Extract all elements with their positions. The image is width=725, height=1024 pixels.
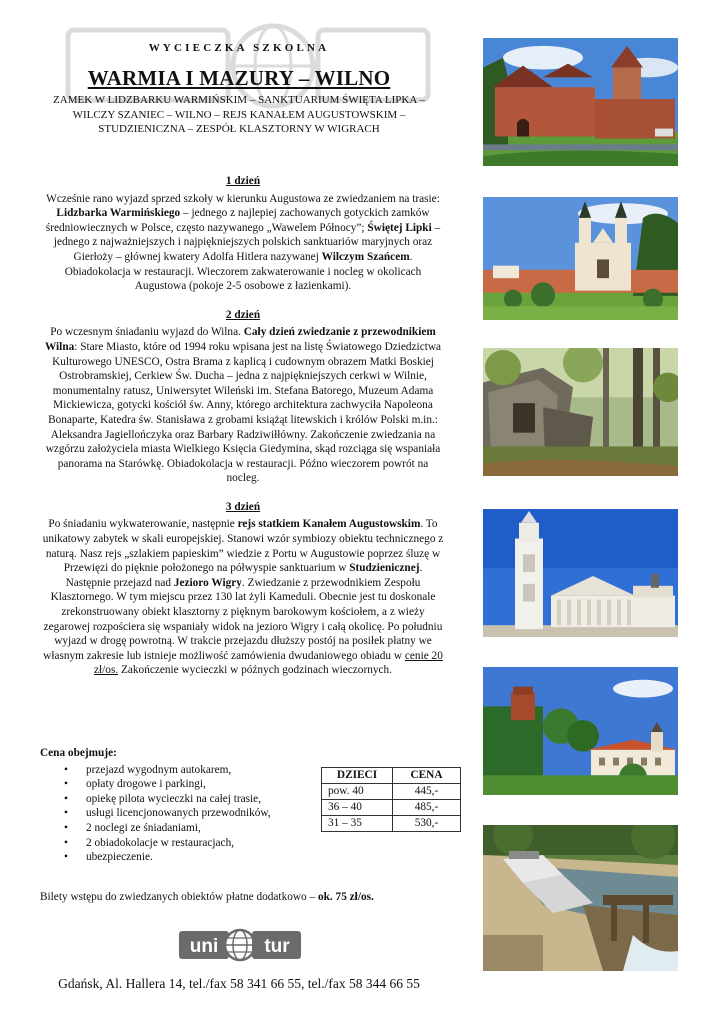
day-3-text-part: . Zwiedzanie z przewodnikiem Zespołu Klasztornego. W tym miejscu przez 130 lat żyli Kameduli. Obecnie jest tu doskonale zrekonstruowany obiekt klasztorny z pięknym barokowym kościołem, a z wieży zegarowej rozpościera się wspaniały widok na jezioro Wigry i całą okolicę. Po południu wyjazd w drogę powrotną. W trakcie przejazdu dłuższy postój na posiłek płatny we własnym zakresie lub istnieje możliwość zamówienia dwudaniowego obiadu w bbox=[43, 576, 443, 662]
day-1-text-part: – jednego z najlepiej zachowanych gotyckich zamków średniowiecznych w Polsce, często nazywanego „Wawelem Północy”; bbox=[45, 207, 430, 234]
day-3-bold-cruise: rejs statkiem Kanałem Augustowskim bbox=[237, 518, 421, 531]
day-2-bold-vilnius: Cały dzień zwiedzanie z przewodnikiem Wilna bbox=[44, 326, 436, 353]
table-header-price: CENA bbox=[393, 768, 461, 784]
day-1-bold-wolfsschanze: Wilczym Szańcem bbox=[321, 250, 410, 263]
day-3-heading: 3 dzień bbox=[225, 500, 261, 513]
list-item: • ubezpieczenie. bbox=[64, 850, 450, 865]
day-2-text bbox=[40, 325, 446, 486]
table-cell-children: pow. 40 bbox=[322, 784, 393, 800]
list-item: • opiekę pilota wycieczki na całej trasie, bbox=[64, 792, 450, 807]
day-1-bold-lidzbark: Lidzbarka Warmińskiego bbox=[56, 207, 181, 220]
table-cell-children: 36 – 40 bbox=[322, 800, 393, 816]
trip-subtitle: ZAMEK W LIDZBARKU WARMIŃSKIM – SANKTUARIUM ŚWIĘTA LIPKA – WILCZY SZANIEC – WILNO – REJS KANAŁEM AUGUSTOWSKIM – STUDZIENICZNA – ZESPÓŁ KLASZTORNY W WIGRACH bbox=[53, 94, 425, 135]
photo-vilnius-cathedral bbox=[483, 509, 678, 639]
photo-swieta-lipka-sanctuary bbox=[483, 197, 678, 320]
table-cell-price: 445,- bbox=[393, 784, 461, 800]
logo-text-tur: tur bbox=[264, 936, 290, 957]
day-2-text-part: Po wczesnym śniadaniu wyjazd do Wilna. bbox=[50, 326, 244, 339]
list-item: • 2 noclegi ze śniadaniami, bbox=[64, 821, 450, 836]
table-row bbox=[322, 800, 461, 816]
tickets-note bbox=[40, 891, 460, 903]
day-1-text bbox=[40, 192, 446, 294]
trip-title: WARMIA I MAZURY – WILNO bbox=[87, 66, 391, 90]
day-3-underlined-price: cenie 20 zł/os. bbox=[94, 649, 443, 677]
photo-wolfs-lair-ruins bbox=[483, 348, 678, 478]
tickets-price: ok. 75 zł/os. bbox=[317, 891, 374, 904]
photo-lidzbark-castle bbox=[483, 38, 678, 168]
itinerary bbox=[40, 174, 446, 692]
day-2-heading: 2 dzień bbox=[225, 308, 261, 321]
photo-wigry-monastery bbox=[483, 667, 678, 797]
list-item: • przejazd wygodnym autokarem, bbox=[64, 763, 450, 778]
day-3-text bbox=[40, 517, 446, 678]
table-row bbox=[322, 784, 461, 800]
day-3-bold-wigry: Jezioro Wigry bbox=[173, 576, 242, 589]
day-3 bbox=[40, 500, 446, 678]
unitur-logo bbox=[178, 927, 302, 963]
day-2-text-part: : Stare Miasto, które od 1994 roku wpisana jest na listę Światowego Dziedzictwa Kulturowego UNESCO, Ostra Brama z kaplicą i cudownym obrazem Matki Boskiej Ostrobramskiej, Cerkiew Św. Ducha – jedna z najpiękniejszych cerkwi w Wilnie, monumentalny ratusz, Uniwersytet Wileński im. Stefana Batorego, Muzeum Adama Mickiewicza, gotycki kościół św. Anny, którego architektura zachwyciła Napoleona Bonaparte, Katedra św. Stanisława z grobami książąt litewskich i królów Polski m.in.: Aleksandra Jagiellończyka oraz Barbary Radziwiłłówny. Zakończenie zwiedzania na wzgórzu założyciela miasta Wielkiego Księcia Giedymina, skąd rozciąga się wspaniała panorama na Starówkę. Obiadokolacja w restauracji. Późno wieczorem powrót na nocleg. bbox=[45, 340, 442, 485]
day-1-text-part: Wcześnie rano wyjazd sprzed szkoły w kierunku Augustowa ze zwiedzaniem na trasie: bbox=[46, 192, 440, 205]
table-cell-children: 31 – 35 bbox=[322, 816, 393, 832]
list-item: • opłaty drogowe i parkingi, bbox=[64, 777, 450, 792]
table-cell-price: 485,- bbox=[393, 800, 461, 816]
table-header-children: DZIECI bbox=[322, 768, 393, 784]
day-1 bbox=[40, 174, 446, 294]
day-1-text-part: . Obiadokolacja w restauracji. Wieczorem zakwaterowanie i nocleg w okolicach Augustowa (pokoje 2-5 osobowe z łazienkami). bbox=[64, 250, 422, 293]
header bbox=[40, 42, 438, 137]
day-3-bold-studzieniczna: Studzienicznej bbox=[349, 562, 420, 575]
tickets-text: Bilety wstępu do zwiedzanych obiektów płatne dodatkowo – bbox=[40, 891, 318, 904]
day-3-text-part: . To unikatowy zabytek w skali europejskiej. Stanowi wzór symbiozy obiektu technicznego z naturą. Nasz rejs „szlakiem papieskim” wiedzie z Portu w Augustowie poprzez śluzę w Przewięzi do pięknie położonego na półwyspie sanktuarium w bbox=[42, 518, 444, 575]
table-header-row bbox=[322, 768, 461, 784]
list-item: • 2 obiadokolacje w restauracjach, bbox=[64, 836, 450, 851]
trip-kicker: WYCIECZKA SZKOLNA bbox=[148, 42, 330, 54]
day-1-text-part: – jednego z najważniejszych i najpiękniejszych polskich sanktuariów maryjnych oraz Gierłoży – głównej kwatery Adolfa Hitlera nazywanej bbox=[53, 221, 441, 263]
table-cell-price: 530,- bbox=[393, 816, 461, 832]
day-3-text-part: . Następnie przejazd nad bbox=[65, 562, 423, 589]
price-includes-heading: Cena obejmuje: bbox=[40, 747, 117, 759]
day-1-heading: 1 dzień bbox=[225, 175, 261, 187]
day-3-text-part: Zakończenie wycieczki w późnych godzinach wieczornych. bbox=[118, 664, 392, 677]
list-item: • usługi licencjonowanych przewodników, bbox=[64, 806, 450, 821]
day-2 bbox=[40, 308, 446, 486]
footer-address: Gdańsk, Al. Hallera 14, tel./fax 58 341 66 55, tel./fax 58 344 66 55 bbox=[58, 975, 420, 991]
day-3-text-part: Po śniadaniu wykwaterowanie, następnie bbox=[48, 518, 238, 531]
price-table bbox=[321, 767, 461, 832]
photo-augustow-canal-lock bbox=[483, 825, 678, 971]
logo-text-uni: uni bbox=[189, 936, 219, 957]
day-1-bold-lipka: Świętej Lipki bbox=[367, 221, 432, 234]
table-row bbox=[322, 816, 461, 832]
